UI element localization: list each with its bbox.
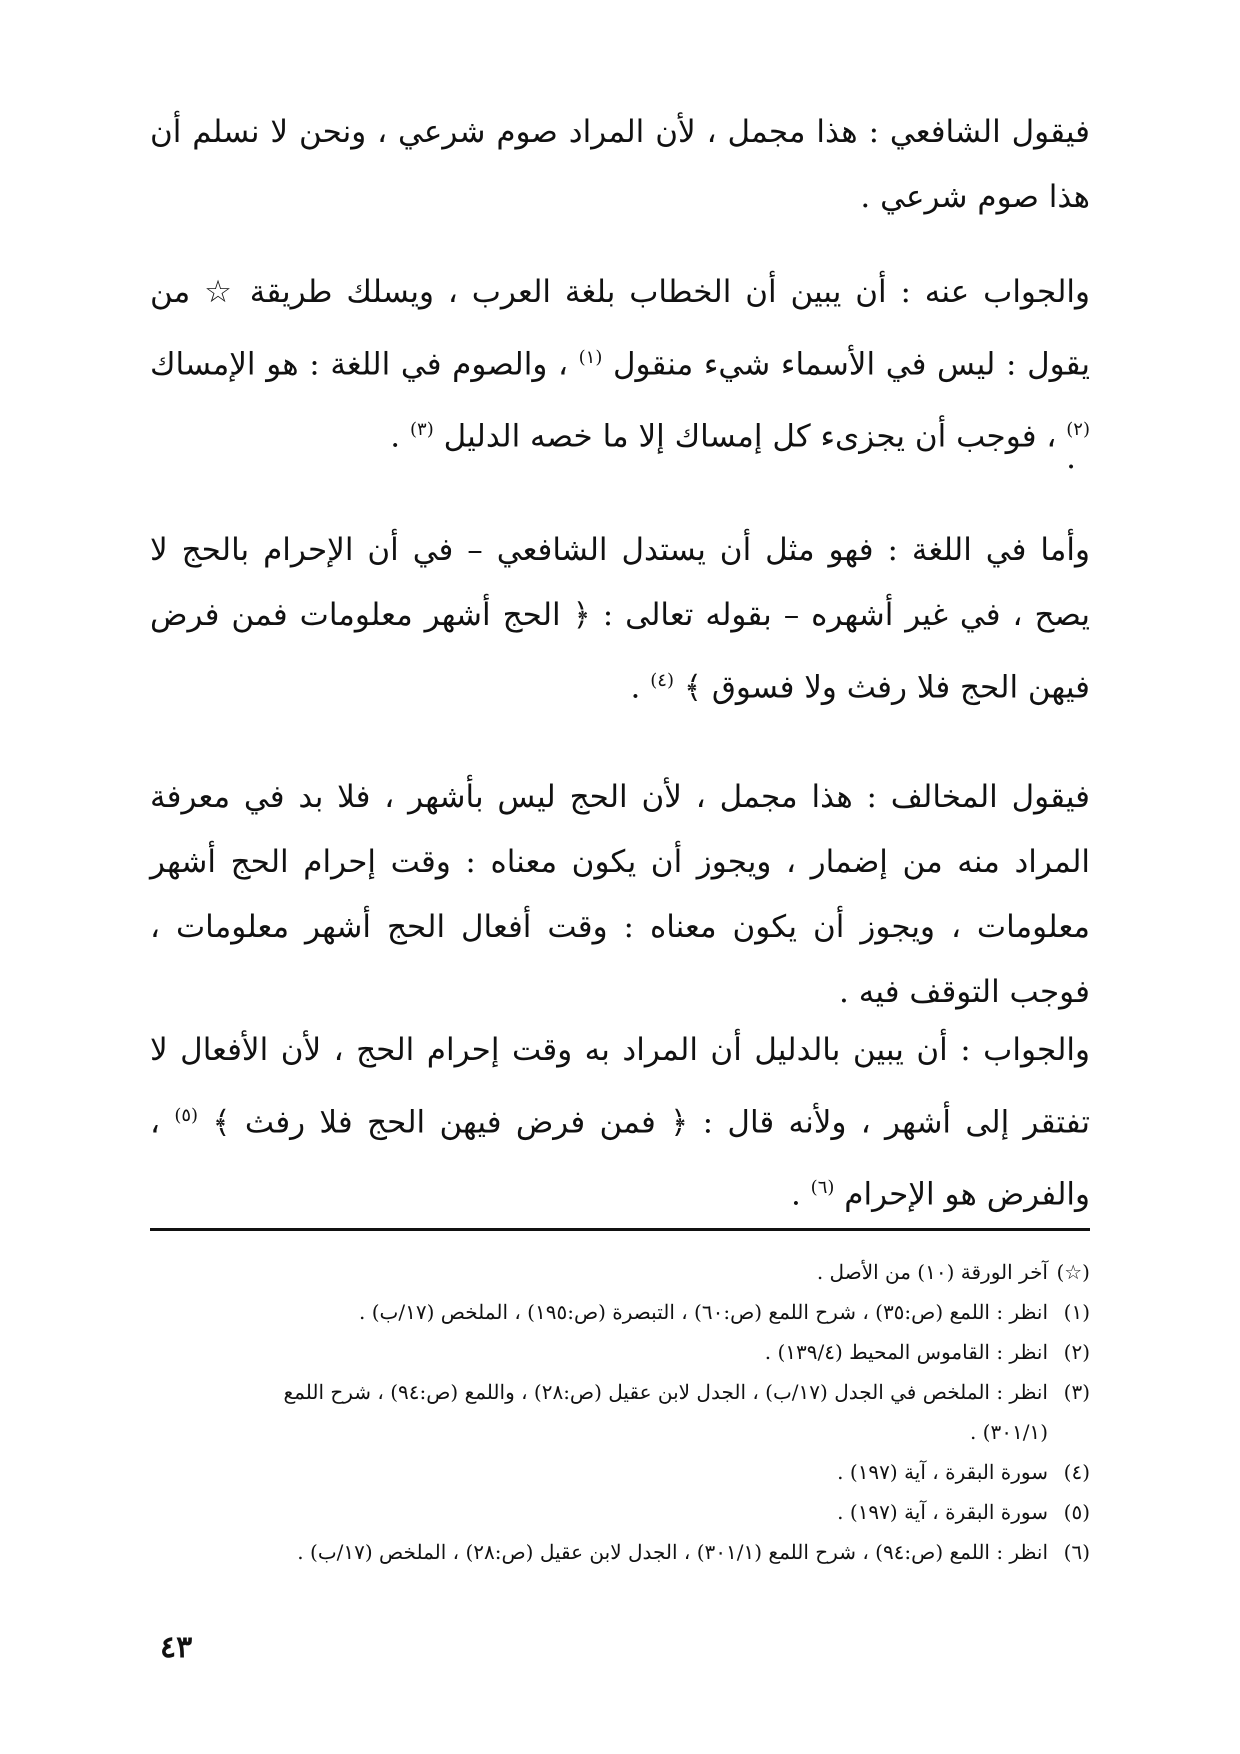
footnote-4	[150, 1452, 1090, 1492]
paragraph-2-text-b: ، والصوم في اللغة : هو الإمساك	[150, 346, 568, 383]
paragraph-5	[150, 1018, 1090, 1228]
footnote-ref-2[interactable]: (٢)	[1066, 419, 1090, 441]
footnote-ref-3[interactable]: (٣)	[410, 419, 434, 441]
footnote-number: (٣)	[1063, 1380, 1090, 1404]
footnote-ref-1[interactable]: (١)	[578, 347, 603, 368]
footnote-text: آخر الورقة (١٠) من الأصل .	[816, 1260, 1048, 1284]
footnotes	[150, 1252, 1090, 1572]
paragraph-3-text-b: .	[630, 669, 641, 706]
footnote-ref-5[interactable]: (٥)	[174, 1105, 199, 1126]
footnote-1	[150, 1292, 1090, 1332]
footnote-number: (٤)	[1063, 1460, 1090, 1484]
paragraph-3	[150, 518, 1090, 720]
paragraph-5-text-a: والجواب : أن يبين بالدليل أن المراد به وقت إحرام الحج ، لأن الأفعال لا تفتقر إلى أشهر ، ولأنه قال : ﴿ فمن فرض فيهن الحج فلا رفث ﴾	[150, 1032, 1091, 1141]
page-number: ٤٣	[160, 1630, 193, 1665]
footnote-2	[150, 1332, 1090, 1372]
footnote-number: (١)	[1063, 1300, 1090, 1324]
footnote-number: (٦)	[1063, 1540, 1090, 1564]
footnote-text: انظر : القاموس المحيط (١٣٩/٤) .	[764, 1340, 1048, 1364]
paragraph-2	[150, 260, 1090, 470]
footnote-number: (☆)	[1056, 1260, 1090, 1284]
footnote-divider	[150, 1228, 1090, 1231]
footnote-ref-4[interactable]: (٤)	[650, 670, 674, 691]
footnote-ref-6[interactable]: (٦)	[810, 1177, 835, 1199]
footnote-text: انظر : اللمع (ص:٣٥) ، شرح اللمع (ص:٦٠) ، التبصرة (ص:١٩٥) ، الملخص (١٧/ب) .	[359, 1300, 1048, 1324]
paragraph-5-text-c: .	[790, 1176, 801, 1213]
stray-dot: .	[1066, 440, 1076, 476]
paragraph-3-text-a: وأما في اللغة : فهو مثل أن يستدل الشافعي – في أن الإحرام بالحج لا يصح ، في غير أشهره – بقوله تعالى : ﴿ الحج أشهر معلومات فمن فرض فيهن الحج فلا رفث ولا فسوق ﴾	[150, 532, 1090, 706]
paragraph-2-text-a: والجواب عنه : أن يبين أن الخطاب بلغة العرب ، ويسلك طريقة ☆ من يقول : ليس في الأسماء شيء منقول	[150, 274, 1090, 383]
footnote-5	[150, 1492, 1090, 1532]
footnote-text: انظر : اللمع (ص:٩٤) ، شرح اللمع (٣٠١/١) ، الجدل لابن عقيل (ص:٢٨) ، الملخص (١٧/ب) .	[297, 1540, 1048, 1564]
footnote-6	[150, 1532, 1090, 1572]
paragraph-1	[150, 100, 1090, 230]
footnote-number: (٥)	[1063, 1500, 1090, 1524]
footnote-number: (٢)	[1063, 1340, 1090, 1364]
footnote-text: انظر : الملخص في الجدل (١٧/ب) ، الجدل لابن عقيل (ص:٢٨) ، واللمع (ص:٩٤) ، شرح اللمع	[283, 1380, 1048, 1404]
paragraph-5-text-b: ، والفرض هو الإحرام	[150, 1104, 1090, 1213]
paragraph-4	[150, 765, 1090, 1025]
footnote-text: سورة البقرة ، آية (١٩٧) .	[837, 1500, 1048, 1524]
footnote-3-continuation: (٣٠١/١) .	[969, 1420, 1048, 1444]
paragraph-1-text: فيقول الشافعي : هذا مجمل ، لأن المراد صوم شرعي ، ونحن لا نسلم أن هذا صوم شرعي .	[150, 114, 1090, 215]
page-body	[150, 100, 1090, 1700]
footnote-star	[150, 1252, 1090, 1292]
paragraph-2-text-d: .	[390, 418, 401, 455]
footnote-text: سورة البقرة ، آية (١٩٧) .	[837, 1460, 1048, 1484]
footnote-3	[150, 1372, 1090, 1412]
paragraph-4-text: فيقول المخالف : هذا مجمل ، لأن الحج ليس بأشهر ، فلا بد في معرفة المراد منه من إضمار ، ويجوز أن يكون معناه : وقت إحرام الحج أشهر معلومات ، ويجوز أن يكون معناه : وقت أفعال الحج أشهر معلومات ، فوجب التوقف فيه .	[150, 779, 1090, 1010]
paragraph-2-text-c: ، فوجب أن يجزىء كل إمساك إلا ما خصه الدليل	[443, 418, 1057, 455]
